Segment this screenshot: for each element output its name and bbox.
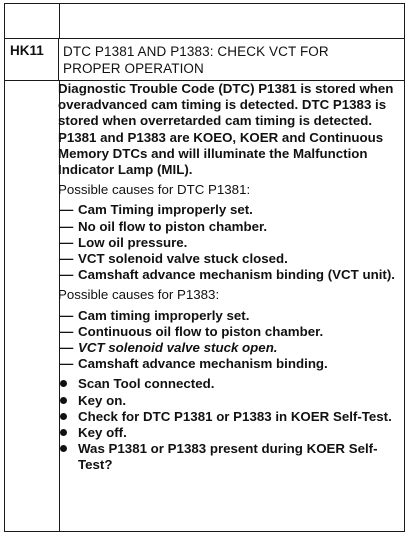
bullet-icon bbox=[60, 380, 67, 387]
list-item: — Camshaft advance mechanism binding. bbox=[60, 356, 328, 372]
bullet-icon bbox=[60, 413, 67, 420]
step-id: HK11 bbox=[5, 39, 59, 80]
list-item: — Continuous oil flow to piston chamber. bbox=[60, 323, 324, 339]
step-title-line-1: DTC P1381 AND P1383: CHECK VCT FOR bbox=[63, 44, 329, 59]
top-band bbox=[5, 4, 404, 39]
dash-mark: — bbox=[60, 202, 74, 218]
dash-mark: — bbox=[60, 251, 74, 267]
dash-mark: — bbox=[60, 267, 74, 283]
step-header-row bbox=[5, 39, 404, 81]
dash-mark: — bbox=[60, 234, 74, 250]
dash-mark: — bbox=[60, 307, 74, 323]
list-item: Scan Tool connected. bbox=[58, 376, 396, 392]
dash-mark: — bbox=[60, 218, 74, 234]
list-item: — VCT solenoid valve stuck open. bbox=[60, 340, 278, 356]
causes-p1381-heading: Possible causes for DTC P1381: bbox=[58, 182, 251, 198]
list-item: Check for DTC P1381 or P1383 in KOER Self-Test. bbox=[58, 409, 396, 425]
step-title-line-2: PROPER OPERATION bbox=[63, 61, 204, 76]
step-content bbox=[58, 81, 396, 474]
bullet-icon bbox=[60, 445, 67, 452]
list-item: — VCT solenoid valve stuck closed. bbox=[60, 251, 288, 267]
list-item: — Cam Timing improperly set. bbox=[60, 202, 253, 218]
bullet-icon bbox=[60, 397, 67, 404]
list-item: Key on. bbox=[58, 393, 396, 409]
list-item: Key off. bbox=[58, 425, 396, 441]
list-item: — Camshaft advance mechanism binding (VCT unit). bbox=[60, 267, 395, 283]
causes-p1383-heading: Possible causes for P1383: bbox=[58, 287, 220, 303]
dash-mark: — bbox=[60, 340, 74, 356]
dash-mark: — bbox=[60, 356, 74, 372]
list-item: — Cam timing improperly set. bbox=[60, 307, 250, 323]
dash-mark: — bbox=[60, 323, 74, 339]
test-steps-list bbox=[58, 376, 396, 473]
intro-paragraph: Diagnostic Trouble Code (DTC) P1381 is stored when overadvanced cam timing is detected. DTC P1383 is stored when overretarded cam timing is detected. P1381 and P1383 are KOEO, KOER and Continuous Memory DTCs and will illuminate the Malfunction Indicator Lamp (MIL). bbox=[58, 81, 394, 178]
list-item: — No oil flow to piston chamber. bbox=[60, 218, 268, 234]
decision-question: Was P1381 or P1383 present during KOER Self-Test? bbox=[58, 441, 396, 473]
causes-p1381-list bbox=[58, 202, 396, 283]
column-divider bbox=[59, 4, 60, 38]
step-title bbox=[63, 43, 383, 77]
bullet-icon bbox=[60, 429, 67, 436]
causes-p1383-list bbox=[58, 308, 396, 373]
list-item: — Low oil pressure. bbox=[60, 234, 188, 250]
